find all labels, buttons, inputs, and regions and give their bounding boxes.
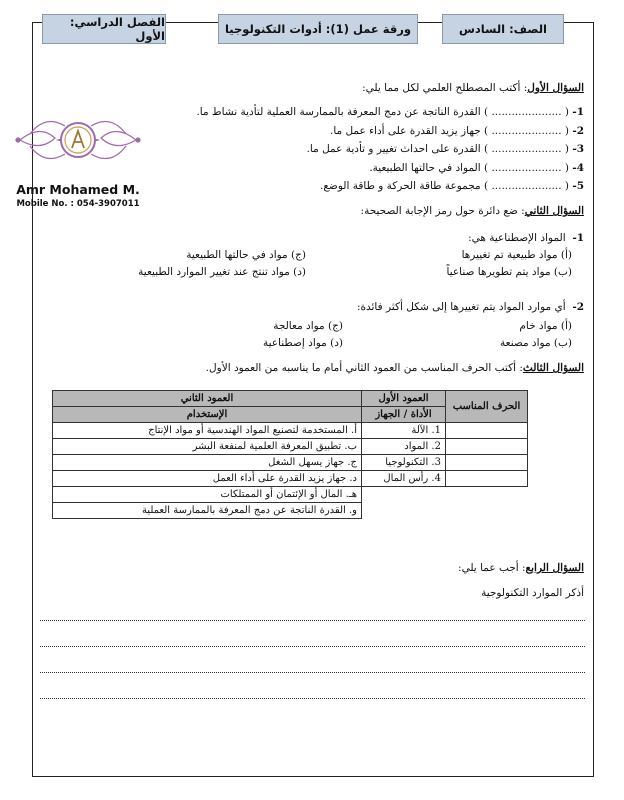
answer-letter-cell: [446, 503, 528, 519]
answer-line-2[interactable]: [40, 646, 585, 647]
q1-item-blank[interactable]: ( ..................... ): [484, 143, 569, 155]
grade-box: [442, 14, 564, 44]
q4-title: السؤال الرابع: [525, 562, 584, 574]
q1-item-blank[interactable]: ( ..................... ): [484, 161, 569, 174]
answer-line-1[interactable]: [40, 620, 585, 621]
col1-cell: 1. الآلة: [362, 423, 446, 439]
q2-1-option-a[interactable]: (أ) مواد طبيعية تم تغييرها: [461, 249, 572, 261]
answer-letter-cell[interactable]: [446, 423, 528, 439]
col1-cell: 4. رأس المال: [362, 471, 446, 487]
answer-letter-cell[interactable]: [446, 439, 528, 455]
q2-1-num: 1-: [572, 232, 584, 244]
table-row: [53, 439, 528, 455]
q2-2-num: 2-: [572, 301, 584, 313]
col1-cell: 3. التكنولوجيا: [362, 455, 446, 471]
q1-item: [320, 180, 584, 192]
answer-letter-cell[interactable]: [446, 455, 528, 471]
q4-heading: [458, 562, 584, 574]
col1-cell: 2. المواد: [362, 439, 446, 455]
answer-letter-cell[interactable]: [446, 471, 528, 487]
sheet-title: ورقة عمل (1): أدوات التكنولوجيا: [224, 22, 412, 36]
sheet-title-box: [218, 14, 418, 44]
q1-item-blank[interactable]: ( ..................... ): [484, 180, 569, 192]
matching-table: [52, 390, 528, 519]
q2-2-option-d[interactable]: (د) مواد إصطناعية: [262, 337, 343, 349]
q3-prompt: : أكتب الحرف المناسب من العمود الثاني أمام ما يناسبه من العمود الأول.: [205, 362, 523, 374]
header-col2-sub: الإستخدام: [53, 407, 362, 423]
q1-item-num: 2-: [572, 124, 584, 137]
col1-cell: [362, 487, 446, 503]
table-row: [53, 487, 528, 503]
q4-prompt: : أجب عما يلي:: [458, 562, 526, 574]
q1-item-num: 1-: [572, 106, 584, 118]
q2-2-option-a[interactable]: (أ) مواد خام: [519, 320, 572, 332]
col2-cell: و. القدرة الناتجة عن دمج المعرفة بالممارسة العملية: [53, 503, 362, 519]
q1-item-text: القدرة الناتجة عن دمج المعرفة بالممارسة العملية لتأدية نشاط ما.: [196, 106, 481, 118]
q1-item-blank[interactable]: ( ..................... ): [484, 124, 569, 137]
col1-cell: [362, 503, 446, 519]
q2-2-stem-text: أي موارد المواد يتم تغييرها إلى شكل أكثر فائدة:: [356, 301, 566, 313]
term-box: [42, 14, 166, 44]
q1-prompt: : أكتب المصطلح العلمي لكل مما يلي:: [362, 82, 528, 94]
q1-item-blank[interactable]: ( ..................... ): [484, 106, 569, 118]
q1-item: [307, 143, 584, 155]
col2-cell: هـ. المال أو الإئتمان أو الممتلكات: [53, 487, 362, 503]
q1-item-text: القدرة على احداث تغيير و تأدية عمل ما.: [306, 143, 481, 155]
q1-item: [369, 162, 584, 174]
answer-letter-cell: [446, 487, 528, 503]
table-row: [53, 471, 528, 487]
col2-cell: أ. المستخدمة لتصنيع المواد الهندسية أو مواد الإنتاج: [53, 423, 362, 439]
author-name: Amr Mohamed M.: [16, 182, 140, 197]
term-label: الفصل الدراسي: الأول: [69, 15, 165, 43]
header-col1-sub: الأداة / الجهاز: [362, 407, 446, 423]
q2-2-stem: [357, 301, 584, 313]
q3-heading: [206, 362, 584, 374]
q1-item-text: المواد في حالتها الطبيعية.: [369, 161, 481, 174]
q2-2-option-b[interactable]: (ب) مواد مصنعة: [500, 337, 572, 349]
q1-item-text: مجموعة طاقة الحركة و طاقة الوضع.: [320, 180, 481, 192]
q2-1-option-d[interactable]: (د) مواد تنتج عند تغيير الموارد الطبيعية: [138, 266, 306, 278]
q3-title: السؤال الثالث: [522, 362, 584, 374]
table-row: [53, 503, 528, 519]
q4-task: أذكر الموارد التكنولوجية: [481, 587, 584, 599]
q2-2-option-c[interactable]: (ج) مواد معالجة: [273, 320, 343, 332]
q2-heading: [361, 205, 584, 217]
ornament-icon: [10, 104, 146, 176]
author-logo: [10, 104, 146, 208]
q2-1-stem: [468, 232, 584, 244]
col2-cell: ب. تطبيق المعرفة العلمية لمنفعة البشر: [53, 439, 362, 455]
col2-cell: ج. جهاز يسهل الشغل: [53, 455, 362, 471]
header-letter: الحرف المناسب: [446, 391, 528, 423]
header-col2-title: العمود الثاني: [53, 391, 362, 407]
q1-item: [330, 125, 584, 137]
header-col1-title: العمود الأول: [362, 391, 446, 407]
q1-heading: [362, 82, 584, 94]
author-mobile: Mobile No. : 054-3907011: [16, 199, 140, 209]
q2-1-option-b[interactable]: (ب) مواد يتم تطويرها صناعياً: [446, 266, 572, 278]
q2-1-stem-text: المواد الإصطناعية هي:: [468, 232, 566, 244]
q1-item-num: 3-: [572, 143, 584, 155]
grade-label: الصف: السادس: [459, 22, 547, 36]
q1-item-text: جهاز يزيد القدرة على أداء عمل ما.: [329, 124, 481, 137]
answer-line-4[interactable]: [40, 698, 585, 699]
q2-title: السؤال الثاني: [524, 205, 584, 217]
q1-item-num: 4-: [572, 161, 584, 174]
q1-item: [196, 106, 584, 118]
q1-title: السؤال الأول: [527, 82, 584, 94]
table-row: [53, 455, 528, 471]
table-row: [53, 423, 528, 439]
answer-line-3[interactable]: [40, 672, 585, 673]
col2-cell: د. جهاز يزيد القدرة على أداء العمل: [53, 471, 362, 487]
q2-prompt: : ضع دائرة حول رمز الإجابة الصحيحة:: [360, 205, 525, 217]
q1-item-num: 5-: [572, 180, 584, 192]
q2-1-option-c[interactable]: (ج) مواد في حالتها الطبيعية: [186, 249, 306, 261]
